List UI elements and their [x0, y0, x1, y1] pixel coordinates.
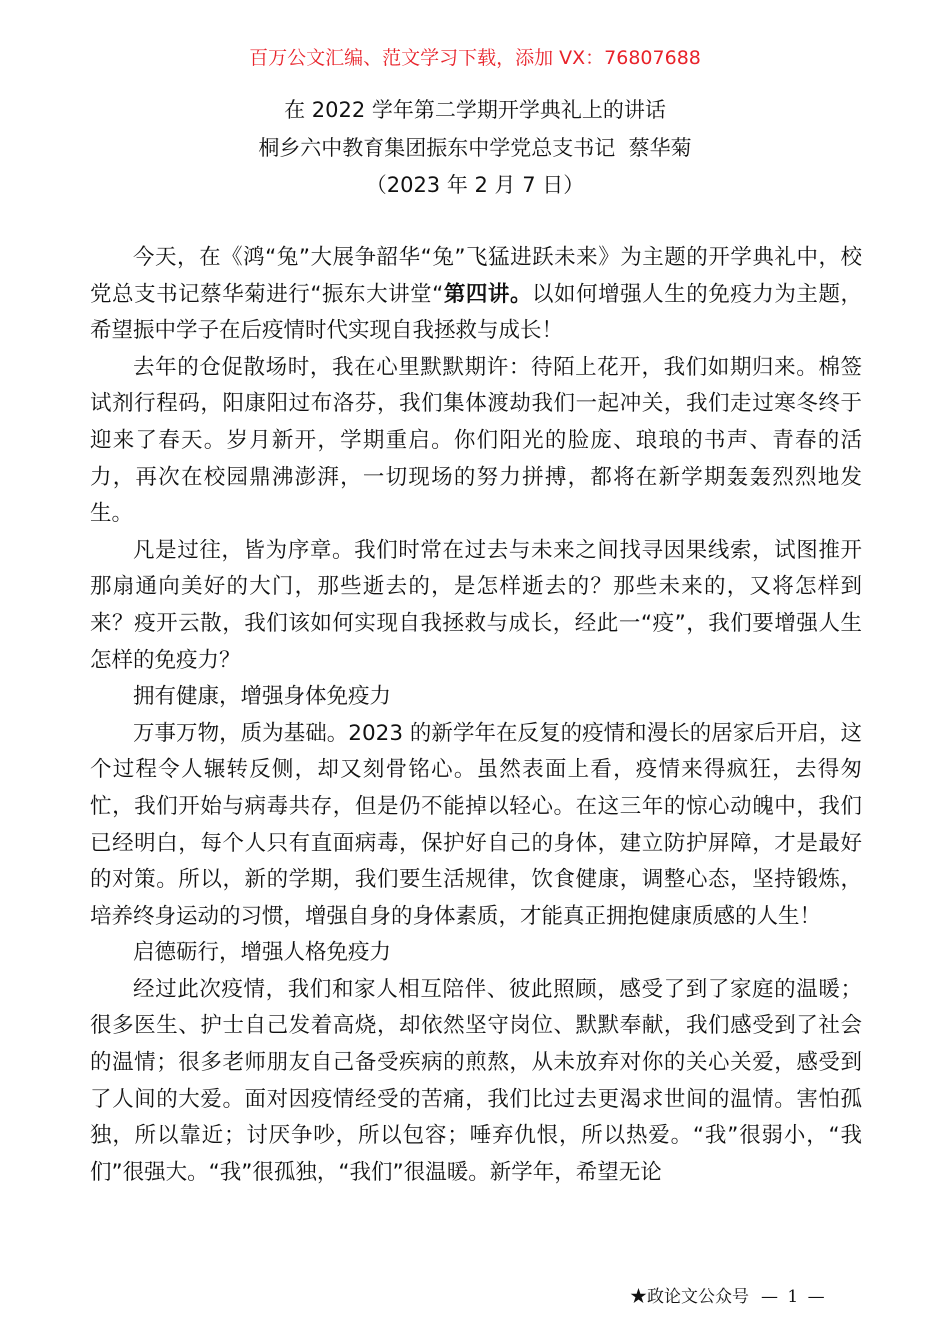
- section-heading-health: 拥有健康，增强身体免疫力: [133, 684, 392, 710]
- document-header: [0, 92, 950, 205]
- paragraph-last-year: 去年的仓促散场时，我在心里默默期许：待陌上花开，我们如期归来。棉签试剂行程码，阳康阳过布洛芬，我们集体渡劫我们一起冲关，我们走过寒冬终于迎来了春天。岁月新开，学期重启。你们阳光的脸庞、琅琅的书声、青春的活力，再次在校园鼎沸澎湃，一切现场的努力拼搏，都将在新学期轰轰烈烈地发生。: [90, 354, 862, 527]
- paragraph-health: 万事万物，质为基础。2023 的新学年在反复的疫情和漫长的居家后开启，这个过程令人辗转反侧，却又刻骨铭心。虽然表面上看，疫情来得疯狂，去得匆忙，我们开始与病毒共存，但是仍不能掉以轻心。在这三年的惊心动魄中，我们已经明白，每个人只有直面病毒，保护好自己的身体，建立防护屏障，才是最好的对策。所以，新的学期，我们要生活规律，饮食健康，调整心态，坚持锻炼，培养终身运动的习惯，增强自身的身体素质，才能真正拥抱健康质感的人生！: [90, 720, 862, 929]
- paragraph-past-prologue: 凡是过往，皆为序章。我们时常在过去与未来之间找寻因果线索，试图推开那扇通向美好的大门，那些逝去的，是怎样逝去的？那些未来的，又将怎样到来？疫开云散，我们该如何实现自我拯救与成长，经此一“疫”，我们要增强人生怎样的免疫力？: [90, 537, 862, 673]
- paragraph-intro: [90, 240, 862, 350]
- intro-bold-text: 第四讲。: [443, 281, 532, 307]
- page-number: — 1 —: [761, 1287, 827, 1307]
- document-title: 在 2022 学年第二学期开学典礼上的讲话: [284, 98, 666, 122]
- promo-banner: 百万公文汇编、范文学习下载，添加 VX：76807688: [249, 47, 701, 69]
- document-body: [90, 240, 862, 1191]
- intro-text: 今天，在《鸿“兔”大展争韶华“兔”飞猛进跃未来》为主题的开学典礼中，校党总支书记蔡华菊进行“振东大讲堂“: [90, 245, 862, 307]
- paragraph-character: 经过此次疫情，我们和家人相互陪伴、彼此照顾，感受了到了家庭的温暖；很多医生、护士自己发着高烧，却依然坚守岗位、默默奉献，我们感受到了社会的温情；很多老师朋友自己备受疾病的煎熬，从未放弃对你的关心关爱，感受到了人间的大爱。面对因疫情经受的苦痛，我们比过去更渴求世间的温情。害怕孤独，所以靠近；讨厌争吵，所以包容；唾弃仇恨，所以热爱。“我”很弱小，“我们”很强大。“我”很孤独，“我们”很温暖。新学年，希望无论: [90, 976, 862, 1185]
- footer-source: ★政论文公众号: [630, 1287, 749, 1307]
- speech-date: （2023 年 2 月 7 日）: [365, 173, 585, 197]
- intro-text-end: 以如何增强人生的免疫力为主题，希望振中学子在后疫情时代实现自我拯救与成长！: [90, 281, 862, 344]
- author-line: 桐乡六中教育集团振东中学党总支书记 蔡华菊: [258, 135, 692, 160]
- page-footer: [630, 1282, 827, 1307]
- section-heading-character: 启德砺行，增强人格免疫力: [133, 940, 392, 966]
